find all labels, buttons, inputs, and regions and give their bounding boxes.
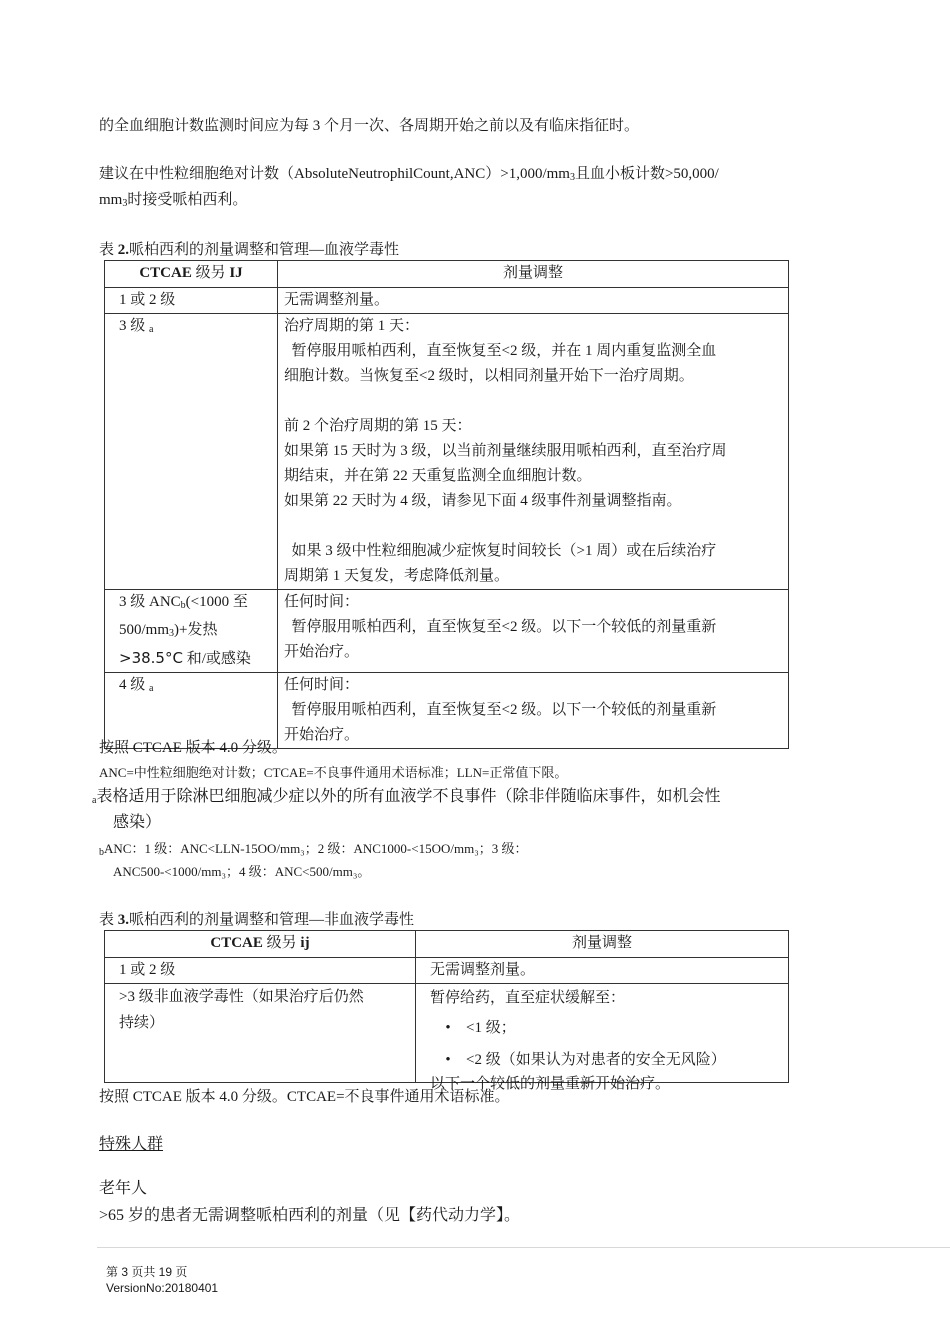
table2-note-b-cont: ANC500-<1000/mm₃；4 级：ANC<500/mm₃。: [113, 864, 371, 879]
table2-note-grading: 按照 CTCAE 版本 4.0 分级。: [99, 740, 287, 756]
table-row: [105, 288, 789, 314]
cell-text-line: [284, 514, 782, 539]
cell-text-line: 暂停服用哌柏西利，直至恢复至<2 级，并在 1 周内重复监测全血: [284, 343, 717, 359]
grade-cell: 1 或 2 级: [105, 288, 278, 314]
table2-caption: 表 2.哌柏西利的剂量调整和管理—血液学毒性: [99, 242, 400, 258]
bullet-item: • <2 级（如果认为对患者的安全无风险）: [445, 1052, 726, 1068]
intro-line-1: 的全血细胞计数监测时间应为每 3 个月一次、各周期开始之前以及有临床指征时。: [99, 118, 640, 134]
cell-text-line: 如果第 22 天时为 4 级，请参见下面 4 级事件剂量调整指南。: [284, 493, 682, 509]
intro-line-3: $mm_3$时接受哌柏西利。: [99, 192, 248, 209]
cell-text-line: 暂停服用哌柏西利，直至恢复至<2 级。以下一个较低的剂量重新: [284, 619, 717, 635]
table3-nonhematologic: [104, 930, 789, 1092]
adjustment-cell: 暂停给药，直至症状缓解至： • <1 级； • <2 级（如果认为对患者的安全无风险） 以下一个较低的剂量重新开始治疗。: [416, 984, 789, 1083]
sub-heading-elderly: 老年人: [99, 1180, 148, 1197]
grade-cell: 3 级 $ANC_b(<1000$ 至 $500/mm_3)+$发热 >38.5°C 和/或感染: [105, 590, 278, 673]
header-dose-adjustment: 剂量调整: [278, 261, 789, 288]
cell-text-line: 前 2 个治疗周期的第 15 天：: [284, 418, 472, 434]
footer-page-number: 第 3 页共 19 页: [106, 1265, 188, 1279]
cell-text-line: 细胞计数。当恢复至<2 级时，以相同剂量开始下一治疗周期。: [284, 368, 694, 384]
cell-text-line: 周期第 1 天复发，考虑降低剂量。: [284, 568, 510, 584]
grade-cell: 3 级 $_a$: [105, 314, 278, 590]
header-ctcae-grade: CTCAE 级另 IJ: [105, 261, 278, 288]
cell-text-line: 暂停服用哌柏西利，直至恢复至<2 级。以下一个较低的剂量重新: [284, 702, 717, 718]
table-row: [105, 314, 789, 590]
header-ctcae-grade: CTCAE 级另 ij: [105, 931, 416, 958]
table3-caption: 表 3.哌柏西利的剂量调整和管理—非血液学毒性: [99, 912, 415, 928]
cell-text-line: 开始治疗。: [284, 727, 360, 743]
adjustment-cell: [278, 590, 789, 673]
header-dose-adjustment: 剂量调整: [416, 931, 789, 958]
table-row: [105, 984, 789, 1083]
elderly-dose-text: >65 岁的患者无需调整哌柏西利的剂量（见【药代动力学】。: [99, 1207, 521, 1224]
grade-cell: >3 级非血液学毒性（如果治疗后仍然 持续）: [105, 984, 416, 1083]
cell-text-line: 任何时间：: [284, 594, 360, 610]
adjustment-cell: [278, 314, 789, 590]
cell-text-line: 开始治疗。: [284, 644, 360, 660]
table2-hematologic: [104, 260, 789, 749]
footer-version: VersionNo:20180401: [106, 1281, 219, 1295]
table2-note-a: $_a$表格适用于除淋巴细胞减少症以外的所有血液学不良事件（除非伴随临床事件，如机会性: [92, 788, 721, 806]
section-heading-special-populations: 特殊人群: [99, 1136, 164, 1153]
cell-text-line: 如果第 15 天时为 3 级，以当前剂量继续服用哌柏西利，直至治疗周: [284, 443, 727, 459]
table3-note: 按照 CTCAE 版本 4.0 分级。CTCAE=不良事件通用术语标准。: [99, 1089, 510, 1105]
table-header-row: [105, 261, 789, 288]
table-header-row: [105, 931, 789, 958]
table2-note-a-cont: 感染）: [113, 814, 162, 831]
cell-text-line: 如果 3 级中性粒细胞减少症恢复时间较长（>1 周）或在后续治疗: [284, 543, 717, 559]
cell-text-line: 任何时间：: [284, 677, 360, 693]
clipped-text: 以下一个较低的剂量重新开始治疗。: [430, 1076, 671, 1092]
adjustment-cell: 无需调整剂量。: [278, 288, 789, 314]
adjustment-cell: [278, 673, 789, 749]
bullet-item: • <1 级；: [445, 1020, 516, 1036]
table2-note-abbrev: ANC=中性粒细胞绝对计数；CTCAE=不良事件通用术语标准；LLN=正常值下限。: [99, 765, 568, 780]
intro-line-2: 建议在中性粒细胞绝对计数$(AbsoluteNeutrophilCount,ANC)>1,000/mm_3$且血小板计数>50,000/: [99, 166, 719, 183]
table2-note-b: $_b$ANC：1 级：ANC<LLN-15OO/mm₃；2 级：ANC1000-<15OO/mm₃；3 级：: [99, 841, 528, 858]
footer-divider: [97, 1247, 950, 1248]
table-row: [105, 958, 789, 984]
table-row: [105, 590, 789, 673]
grade-cell: 4 级 $_a$: [105, 673, 278, 749]
cell-text-line: [284, 389, 782, 414]
adjustment-cell: 无需调整剂量。: [416, 958, 789, 984]
cell-text-line: 治疗周期的第 1 天：: [284, 318, 420, 334]
cell-text-line: 期结束，并在第 22 天重复监测全血细胞计数。: [284, 468, 592, 484]
grade-cell: 1 或 2 级: [105, 958, 416, 984]
